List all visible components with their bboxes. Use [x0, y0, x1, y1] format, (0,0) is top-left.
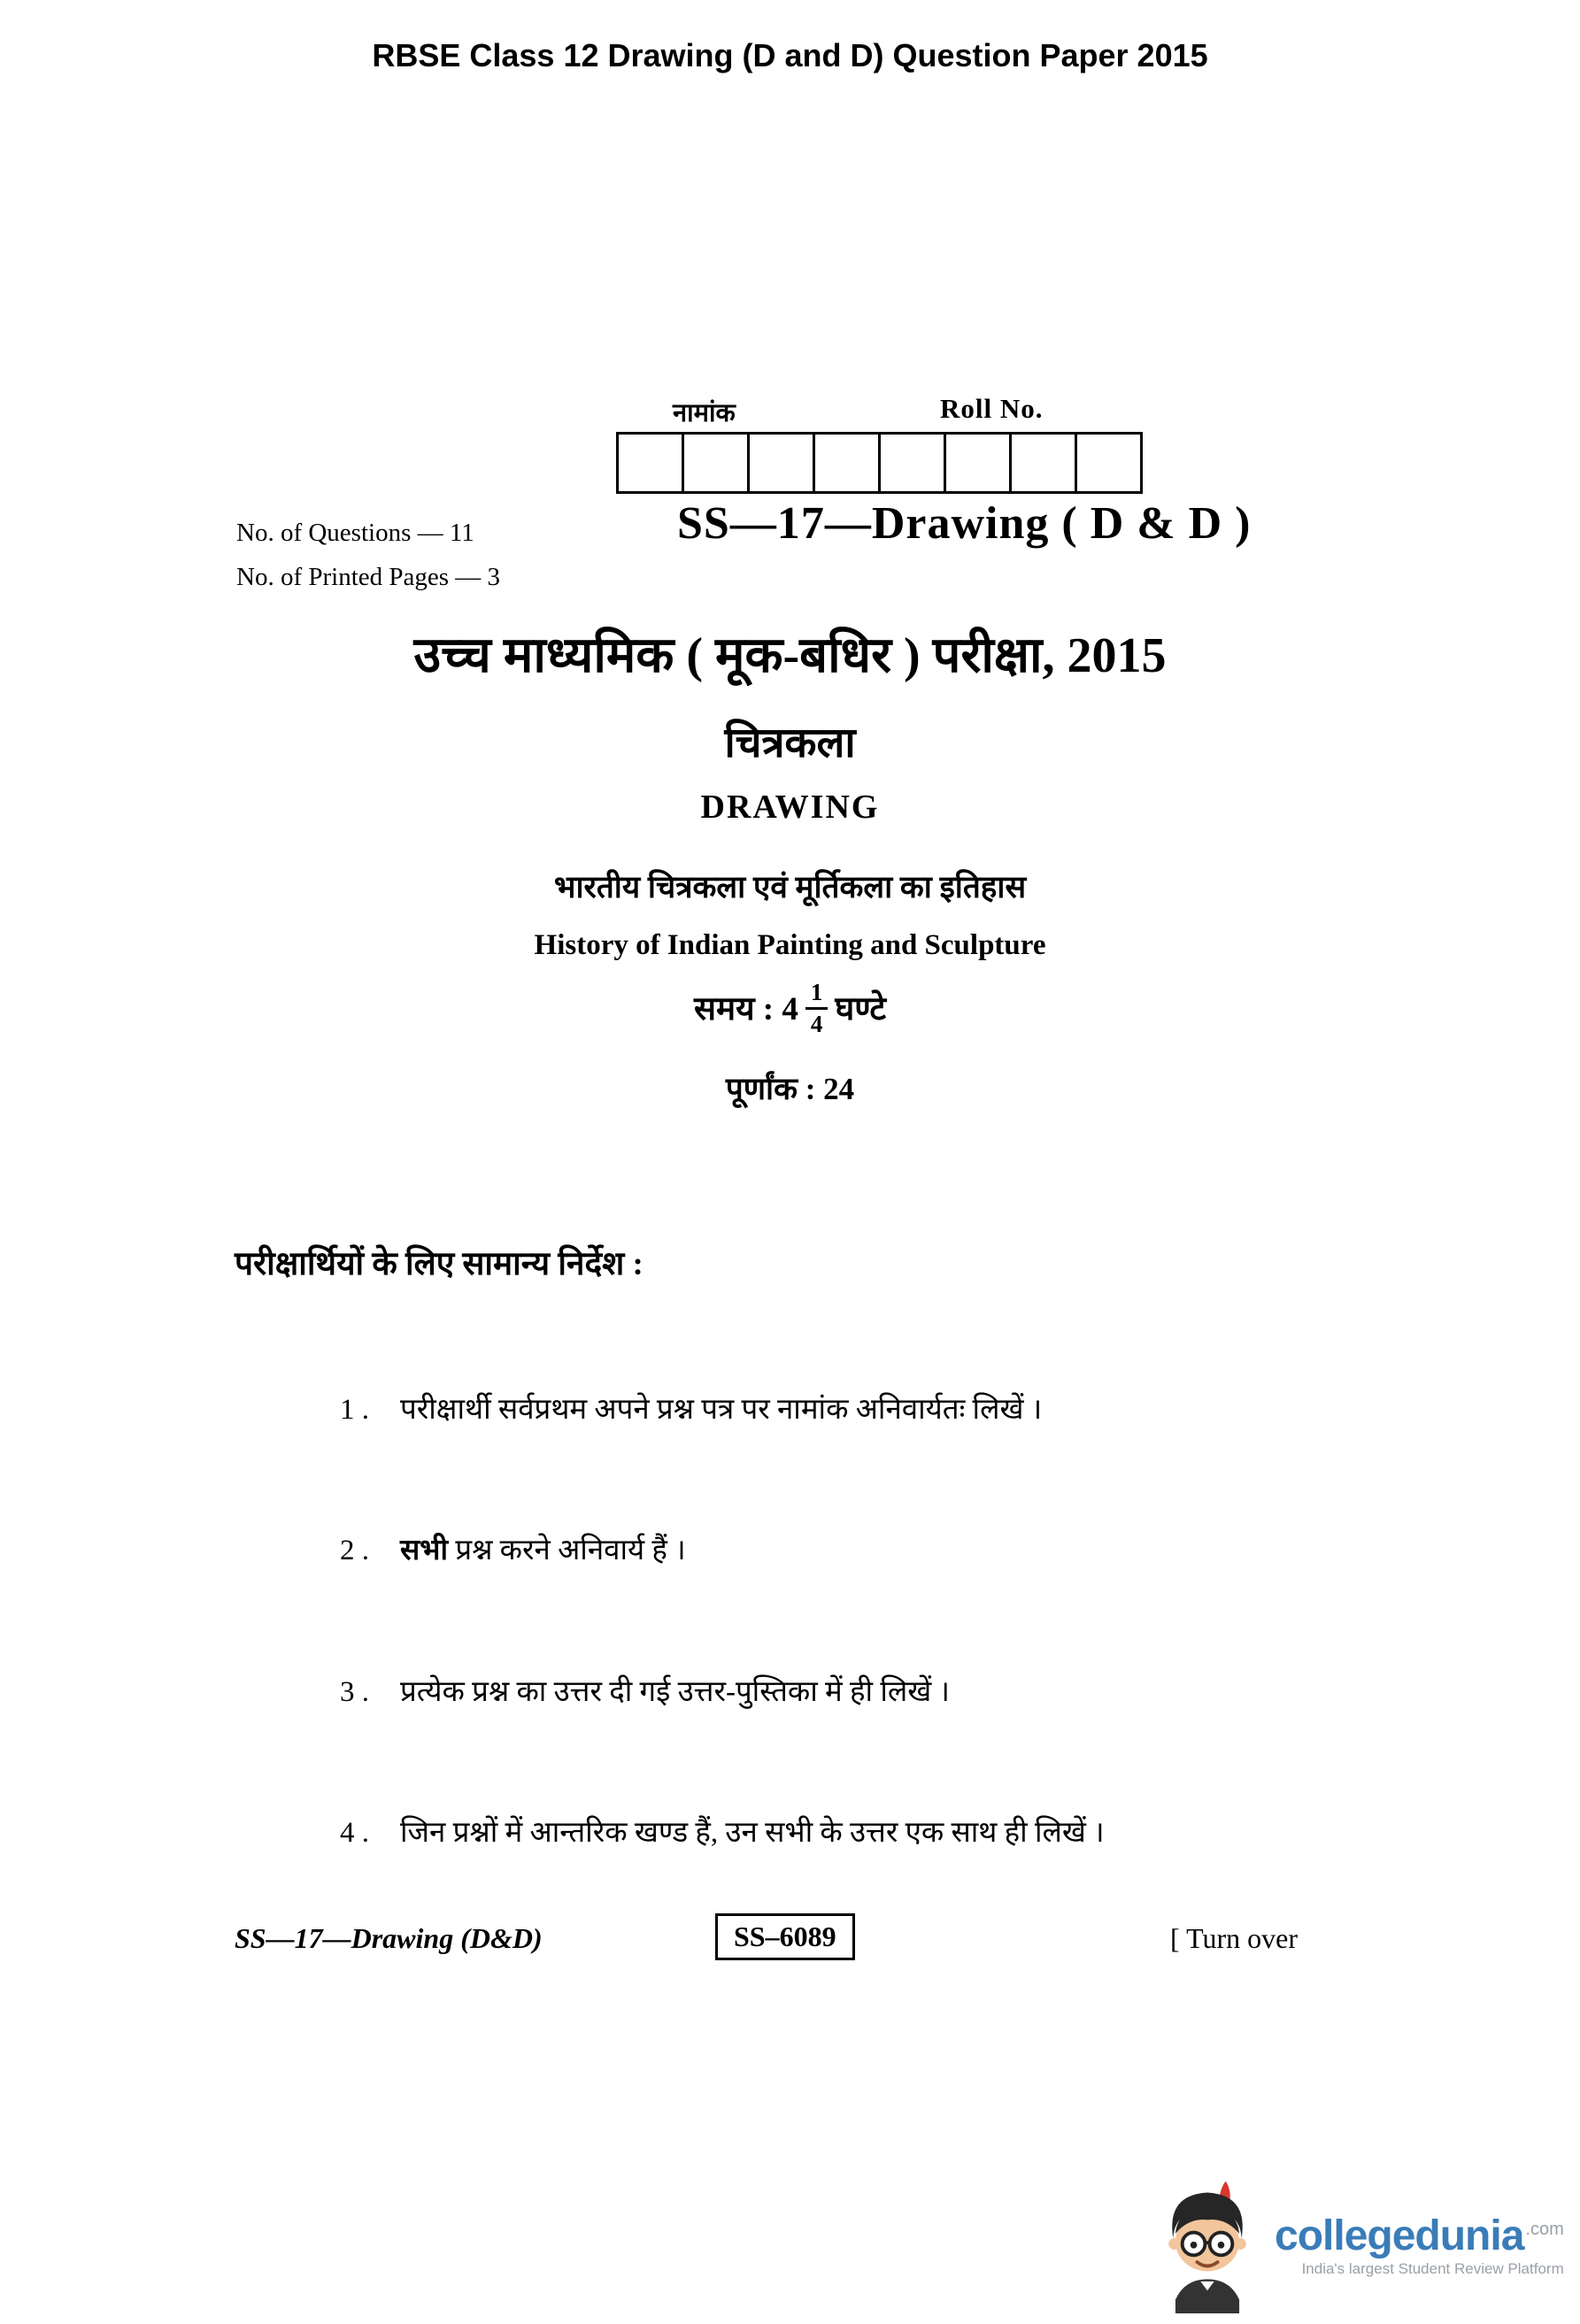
instruction-item: [340, 1811, 1105, 1851]
instruction-bold-word: सभी: [400, 1535, 449, 1566]
roll-box-cell: [1077, 435, 1140, 491]
instruction-number: 3 .: [340, 1676, 369, 1708]
subject-hindi: चित्रकला: [724, 720, 856, 766]
fraction-denominator: 4: [810, 1011, 823, 1038]
no-of-printed-pages: No. of Printed Pages — 3: [236, 563, 501, 591]
roll-box-cell: [750, 435, 815, 491]
time-fraction: [805, 981, 829, 1036]
collegedunia-logo: [1149, 2179, 1564, 2313]
roll-box-cell: [946, 435, 1012, 491]
syllabus-hindi: भारतीय चित्रकला एवं मूर्तिकला का इतिहास: [553, 870, 1027, 904]
roll-label-hindi: नामांक: [673, 399, 736, 427]
exam-name-hindi: उच्च माध्यमिक ( मूक-बधिर ) परीक्षा, 2015: [413, 628, 1167, 683]
instruction-number: 2 .: [340, 1535, 369, 1566]
page-title: RBSE Class 12 Drawing (D and D) Question Paper 2015: [372, 37, 1208, 73]
instruction-text: प्रश्न करने अनिवार्य हैं ।: [448, 1535, 686, 1566]
collegedunia-logo-text: [1275, 2214, 1564, 2278]
collegedunia-mascot-icon: [1149, 2179, 1266, 2313]
collegedunia-brand-name: collegedunia: [1275, 2212, 1524, 2259]
collegedunia-tagline: India's largest Student Review Platform: [1301, 2260, 1564, 2278]
no-of-questions: No. of Questions — 11: [236, 519, 474, 547]
instruction-number: 1 .: [340, 1394, 369, 1426]
fraction-numerator: 1: [805, 981, 829, 1010]
instruction-item: [340, 1388, 1042, 1427]
roll-box-cell: [1012, 435, 1077, 491]
instruction-text: जिन प्रश्नों में आन्तरिक खण्ड हैं, उन सभी के उत्तर एक साथ ही लिखें ।: [400, 1817, 1105, 1849]
instruction-text: प्रत्येक प्रश्न का उत्तर दी गई उत्तर-पुस्तिका में ही लिखें ।: [400, 1676, 950, 1708]
paper-code-title: SS—17—Drawing ( D & D ): [677, 498, 1252, 549]
time-allowed: [0, 979, 1580, 1040]
footer-paper-ref: SS—17—Drawing (D&D): [235, 1922, 543, 1954]
instructions-heading: परीक्षार्थियों के लिए सामान्य निर्देश :: [235, 1246, 644, 1282]
instruction-text: परीक्षार्थी सर्वप्रथम अपने प्रश्न पत्र पर नामांक अनिवार्यतः लिखें ।: [400, 1394, 1043, 1426]
roll-box-cell: [684, 435, 750, 491]
time-suffix: घण्टे: [835, 991, 887, 1027]
instruction-item: [340, 1670, 950, 1710]
roll-box-cell: [619, 435, 684, 491]
roll-label-english: Roll No.: [940, 393, 1044, 424]
footer-turn-over: [ Turn over: [1170, 1922, 1299, 1954]
roll-box-cell: [815, 435, 881, 491]
subject-english: DRAWING: [700, 789, 880, 826]
instruction-number: 4 .: [340, 1817, 369, 1849]
instruction-item: [340, 1528, 686, 1568]
footer-paper-code-box: SS–6089: [715, 1913, 855, 1960]
time-prefix: समय : 4: [693, 991, 798, 1027]
roll-box-cell: [881, 435, 946, 491]
collegedunia-domain-suffix: .com: [1525, 2219, 1564, 2239]
roll-number-boxes: [616, 432, 1143, 494]
max-marks: पूर्णांक : 24: [725, 1072, 855, 1106]
syllabus-english: History of Indian Painting and Sculpture: [534, 929, 1046, 961]
